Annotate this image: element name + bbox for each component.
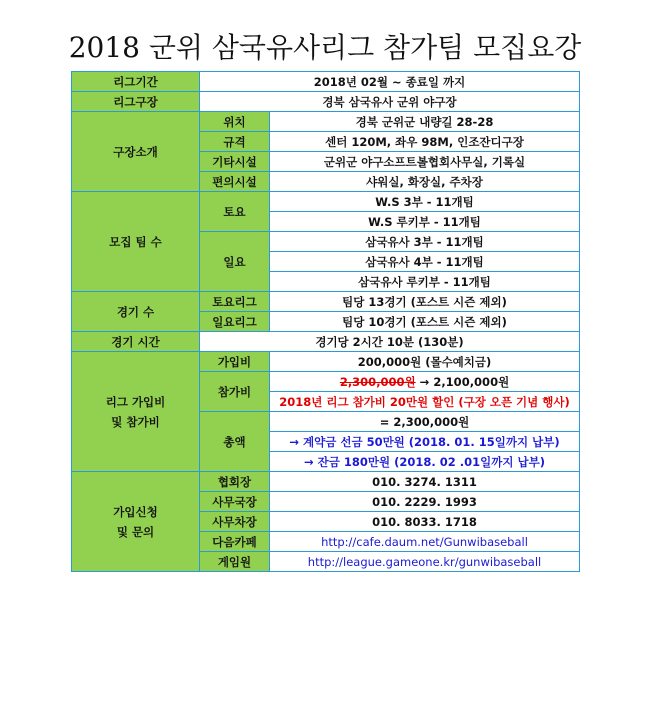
facility-sub-label: 기타시설 <box>200 152 270 172</box>
period-value: 2018년 02월 ~ 종료일 까지 <box>200 72 580 92</box>
contact-label-line: 가입신청 <box>113 504 158 519</box>
entry-fee-new: → 2,100,000원 <box>415 374 510 389</box>
table-row <box>72 112 580 132</box>
teams-division: W.S 루키부 - 11개팀 <box>270 212 580 232</box>
time-label: 경기 시간 <box>72 332 200 352</box>
time-value: 경기당 2시간 10분 (130분) <box>200 332 580 352</box>
facility-value: 샤워실, 화장실, 주차장 <box>270 172 580 192</box>
games-value: 팀당 13경기 (포스트 시즌 제외) <box>270 292 580 312</box>
page-title: 2018 군위 삼국유사리그 참가팀 모집요강 <box>68 31 582 64</box>
table-row <box>72 72 580 92</box>
contact-sub-label: 협회장 <box>200 472 270 492</box>
facility-label: 구장소개 <box>72 112 200 192</box>
games-value: 팀당 10경기 (포스트 시즌 제외) <box>270 312 580 332</box>
join-fee-value: 200,000원 (몰수예치금) <box>270 352 580 372</box>
games-label: 경기 수 <box>72 292 200 332</box>
fees-label <box>72 352 200 472</box>
table-row <box>72 332 580 352</box>
contact-sub-label: 게임원 <box>200 552 270 572</box>
daum-cafe-link[interactable]: http://cafe.daum.net/Gunwibaseball <box>270 532 580 552</box>
recruitment-table <box>71 71 580 572</box>
entry-fee-value <box>270 372 580 392</box>
teams-division: 삼국유사 루키부 - 11개팀 <box>270 272 580 292</box>
contact-phone: 010. 2229. 1993 <box>270 492 580 512</box>
table-row <box>72 472 580 492</box>
fees-label-line: 리그 가입비 <box>105 394 166 409</box>
deposit-line: → 계약금 선금 50만원 (2018. 01. 15일까지 납부) <box>270 432 580 452</box>
games-sub-label: 일요리그 <box>200 312 270 332</box>
balance-line: → 잔금 180만원 (2018. 02 .01일까지 납부) <box>270 452 580 472</box>
join-fee-label: 가입비 <box>200 352 270 372</box>
contact-label-line: 및 문의 <box>116 524 155 539</box>
contact-phone: 010. 3274. 1311 <box>270 472 580 492</box>
teams-label: 모집 팀 수 <box>72 192 200 292</box>
entry-fee-note: 2018년 리그 참가비 20만원 할인 (구장 오픈 기념 행사) <box>270 392 580 412</box>
period-label: 리그기간 <box>72 72 200 92</box>
table-row <box>72 352 580 372</box>
facility-sub-label: 편의시설 <box>200 172 270 192</box>
facility-value: 군위군 야구소프트볼협회사무실, 기록실 <box>270 152 580 172</box>
contact-sub-label: 사무차장 <box>200 512 270 532</box>
total-fee-value: = 2,300,000원 <box>270 412 580 432</box>
contact-sub-label: 사무국장 <box>200 492 270 512</box>
teams-saturday-label: 토요 <box>200 192 270 232</box>
facility-sub-label: 규격 <box>200 132 270 152</box>
facility-value: 센터 120M, 좌우 98M, 인조잔디구장 <box>270 132 580 152</box>
contact-label <box>72 472 200 572</box>
entry-fee-label: 참가비 <box>200 372 270 412</box>
teams-division: 삼국유사 3부 - 11개팀 <box>270 232 580 252</box>
venue-value: 경북 삼국유사 군위 야구장 <box>200 92 580 112</box>
gameone-link[interactable]: http://league.gameone.kr/gunwibaseball <box>270 552 580 572</box>
teams-division: W.S 3부 - 11개팀 <box>270 192 580 212</box>
games-sub-label: 토요리그 <box>200 292 270 312</box>
venue-label: 리그구장 <box>72 92 200 112</box>
facility-value: 경북 군위군 내량길 28-28 <box>270 112 580 132</box>
table-row <box>72 192 580 212</box>
table-row <box>72 292 580 312</box>
entry-fee-old: 2,300,000원 <box>339 374 416 389</box>
total-fee-label: 총액 <box>200 412 270 472</box>
teams-division: 삼국유사 4부 - 11개팀 <box>270 252 580 272</box>
contact-sub-label: 다음카페 <box>200 532 270 552</box>
fees-label-line: 및 참가비 <box>111 414 160 429</box>
contact-phone: 010. 8033. 1718 <box>270 512 580 532</box>
table-row <box>72 92 580 112</box>
facility-sub-label: 위치 <box>200 112 270 132</box>
teams-sunday-label: 일요 <box>200 232 270 292</box>
